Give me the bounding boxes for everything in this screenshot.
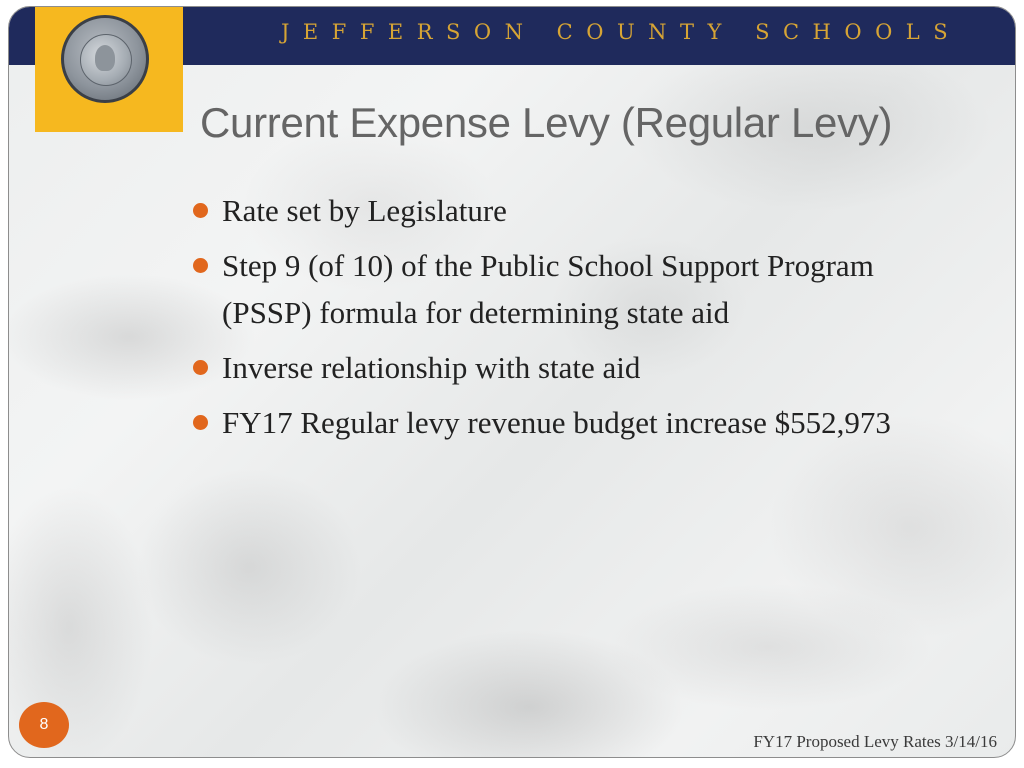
seal-portrait <box>80 34 132 86</box>
bullet-item <box>191 344 971 391</box>
bullet-dot-icon <box>193 415 208 430</box>
bullet-dot-icon <box>193 203 208 218</box>
bullet-item <box>191 399 971 446</box>
bullet-dot-icon <box>193 360 208 375</box>
bullet-list <box>191 187 971 454</box>
bullet-item <box>191 187 971 234</box>
org-name: JEFFERSON COUNTY SCHOOLS <box>281 20 962 44</box>
bullet-dot-icon <box>193 258 208 273</box>
county-seal-logo <box>61 15 149 103</box>
bullet-item <box>191 242 971 336</box>
bullet-text: FY17 Regular levy revenue budget increase $552,973 <box>222 405 891 440</box>
page-number-badge: 8 <box>19 702 69 748</box>
bullet-text: Rate set by Legislature <box>222 193 507 228</box>
footer-caption: FY17 Proposed Levy Rates 3/14/16 <box>753 732 997 751</box>
bullet-text: Inverse relationship with state aid <box>222 350 641 385</box>
slide-title: Current Expense Levy (Regular Levy) <box>200 99 893 146</box>
bullet-text: Step 9 (of 10) of the Public School Support Program (PSSP) formula for determining state aid <box>222 248 874 330</box>
slide <box>8 6 1016 758</box>
seal-profile-icon <box>95 45 115 71</box>
